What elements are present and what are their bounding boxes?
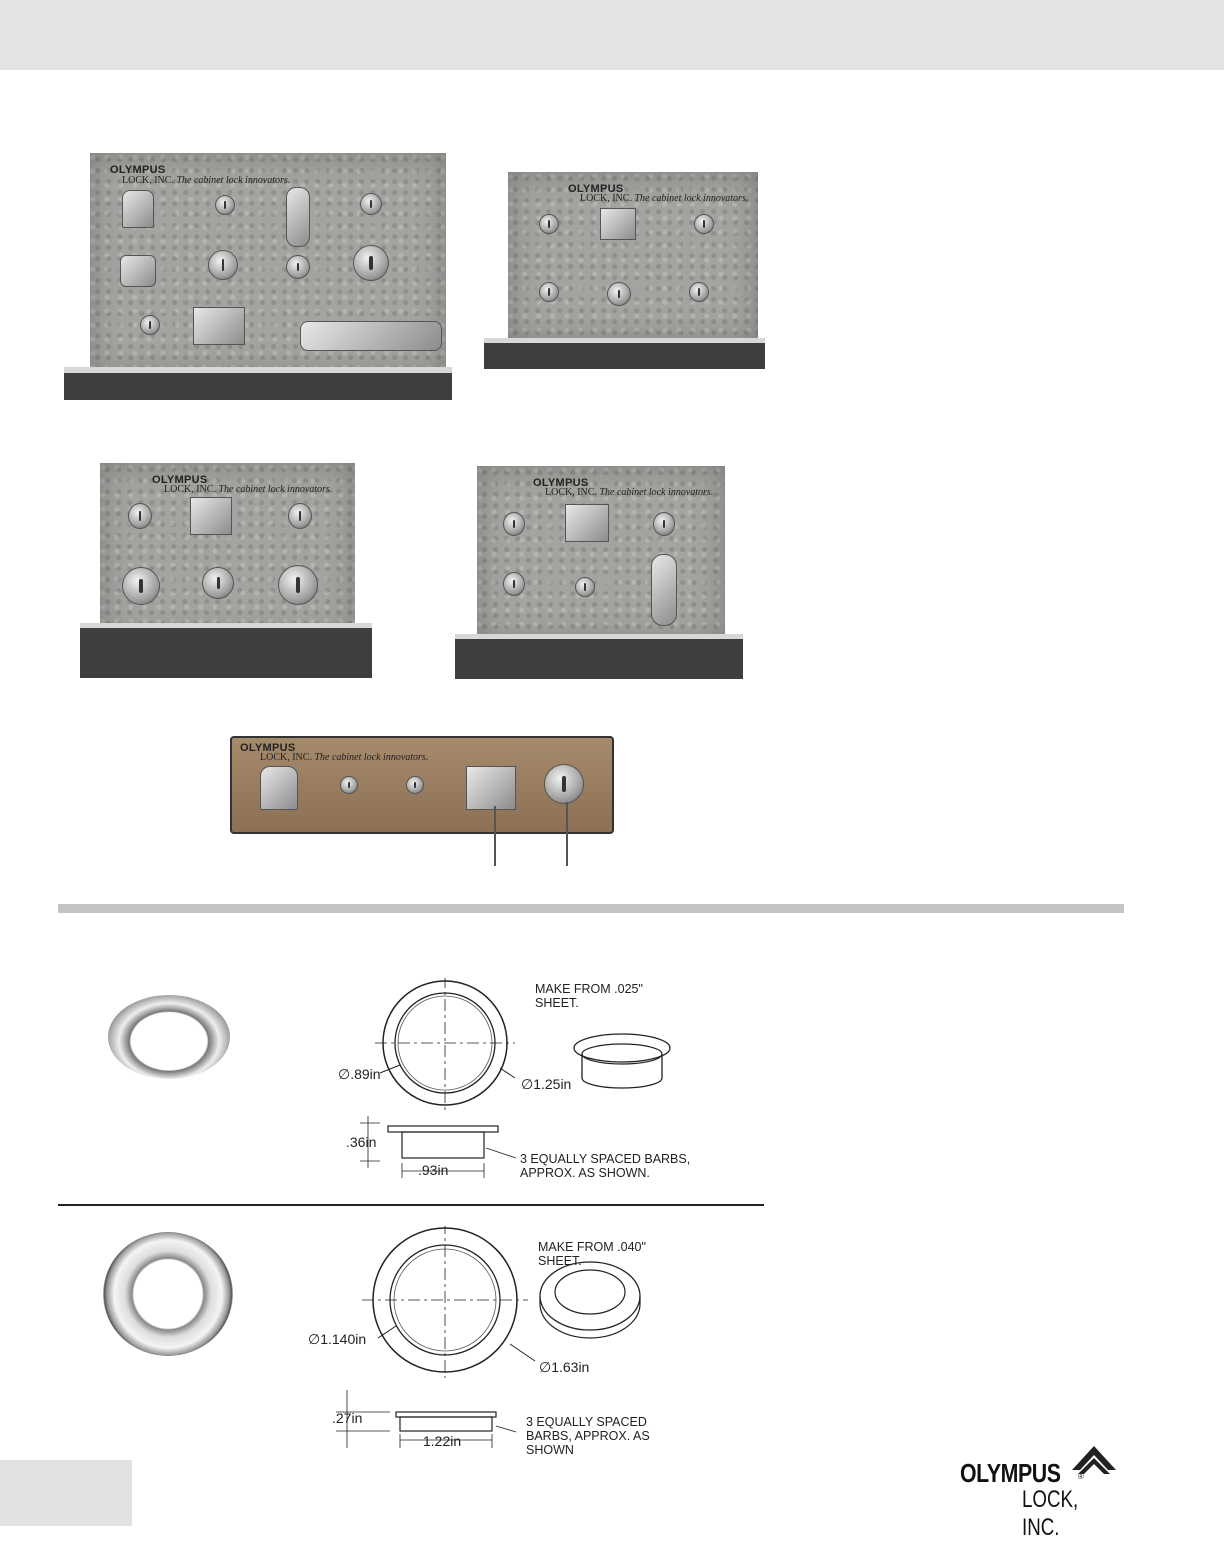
display-brand-sub: LOCK, INC. [164, 484, 216, 495]
ring2-outer-value: 1.63in [551, 1359, 590, 1375]
display-brand-sub: LOCK, INC. [580, 193, 632, 204]
logo-name: OLYMPUS [960, 1458, 1061, 1488]
ring1-inner-value: .89in [350, 1066, 381, 1082]
section-divider [58, 904, 1124, 913]
ring1-sheet-note: MAKE FROM .025" SHEET. [535, 982, 643, 1010]
display-tagline: The cabinet lock innovators. [314, 752, 429, 763]
display-brand-sub: LOCK, INC. [260, 752, 312, 763]
escutcheon-ring-photo-1 [108, 995, 230, 1079]
display-tagline: The cabinet lock innovators. [634, 193, 749, 204]
display-brand-name: OLYMPUS [568, 183, 624, 195]
ring2-outer-diameter [539, 1360, 589, 1374]
display-brand-name: OLYMPUS [152, 474, 208, 486]
display-brand-name: OLYMPUS [240, 742, 296, 754]
display-photo-5 [230, 736, 612, 866]
diameter-symbol-icon: ∅ [338, 1066, 351, 1082]
display-photo-2 [482, 172, 767, 372]
mountain-logo-icon [1072, 1440, 1116, 1474]
ring2-inner-diameter [308, 1332, 366, 1346]
display-photo-3 [78, 455, 374, 680]
diameter-symbol-icon: ∅ [539, 1359, 552, 1375]
display-brand-sub: LOCK, INC. [545, 487, 597, 498]
display-photo-4 [453, 462, 745, 680]
display-photo-1 [60, 145, 454, 410]
ring1-width: .93in [418, 1162, 449, 1178]
display-brand-name: OLYMPUS [110, 164, 166, 176]
hasp-lock [122, 190, 154, 228]
page-corner-block [0, 1460, 132, 1526]
display-brand-sub: LOCK, INC. [122, 175, 174, 186]
ring1-barb-note: 3 EQUALLY SPACED BARBS, APPROX. AS SHOWN. [520, 1152, 691, 1180]
ring2-width: 1.22in [423, 1433, 462, 1449]
combination-lock [300, 321, 442, 351]
ring1-outer-value: 1.25in [533, 1076, 572, 1092]
ring1-inner-diameter [338, 1067, 381, 1081]
logo-registered: ® [1078, 1472, 1084, 1481]
diameter-symbol-icon: ∅ [308, 1331, 321, 1347]
diameter-symbol-icon: ∅ [521, 1076, 534, 1092]
ring2-barb-note: 3 EQUALLY SPACED BARBS, APPROX. AS SHOWN [526, 1415, 650, 1457]
ring1-height: .36in [346, 1134, 377, 1150]
ring2-inner-value: 1.140in [320, 1331, 367, 1347]
display-tagline: The cabinet lock innovators. [599, 487, 714, 498]
ring1-outer-diameter [521, 1077, 571, 1091]
ring-section-divider [58, 1204, 764, 1206]
olympus-logo [960, 1440, 1130, 1541]
display-tagline: The cabinet lock innovators. [176, 175, 291, 186]
escutcheon-ring-photo-2 [103, 1232, 233, 1356]
logo-sub: LOCK, INC. [1022, 1486, 1079, 1541]
ring2-height: .27in [332, 1410, 363, 1426]
display-brand-name: OLYMPUS [533, 477, 589, 489]
top-banner [0, 0, 1224, 70]
display-tagline: The cabinet lock innovators. [218, 484, 333, 495]
ring2-sheet-note: MAKE FROM .040" SHEET. [538, 1240, 646, 1268]
